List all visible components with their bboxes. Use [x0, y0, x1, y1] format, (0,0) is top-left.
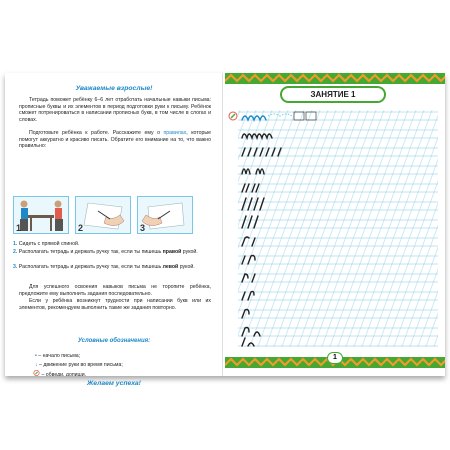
intro-paragraph: Тетрадь поможет ребёнку 6–6 лет отработать начальные навыки письма: прописные буквы и их элементов в период подготовки руки к письму. Ребёнок сможет потренироваться в написании прописных букв, в том числе в слогах и словах. — [19, 97, 211, 123]
panel-number-2: 2 — [78, 223, 84, 233]
handwriting-practice-area — [228, 110, 442, 347]
legend-title: Условные обозначения: — [77, 338, 151, 344]
repeat-paragraph: Если у ребёнка возникнут трудности при написании букв или их элементов, рекомендуем выполнить такие же задания повторно. — [19, 298, 211, 311]
posture-illustration — [13, 196, 69, 234]
legend-item-direction: ↓ – движение руки во время письма; — [35, 362, 123, 368]
page-number: 1 — [327, 352, 343, 364]
rules-paragraph: Подготовьте ребёнка к работе. Расскажите ему о правилах, которые помогут аккуратно и красиво писать. Обратите его внимание на то, что важно правильно: — [19, 130, 211, 150]
rule-1: 1. Сидеть с прямой спиной. — [13, 241, 80, 247]
dot-icon: • — [35, 353, 37, 359]
advice-paragraph: Для успешного освоения навыков письма не торопите ребёнка, предложите ему выполнить задания последовательно. — [19, 284, 211, 297]
panel-number-3: 3 — [140, 223, 146, 233]
legend-item-trace: – обведи, допиши. — [33, 370, 203, 376]
top-zigzag-border — [225, 73, 445, 84]
right-page — [225, 73, 445, 376]
legend-item-start: • – начало письма; — [35, 353, 81, 359]
panel-number-1: 1 — [16, 223, 22, 233]
rules-link: правилах — [163, 130, 187, 136]
left-page — [5, 73, 223, 376]
lesson-title: ЗАНЯТИЕ 1 — [280, 86, 386, 103]
left-hand-illustration — [137, 196, 193, 234]
pencil-icon — [229, 112, 237, 120]
workbook-spread — [5, 73, 445, 387]
rule-2: 2. Располагать тетрадь и держать ручку так, если ты пишешь правой рукой. — [13, 249, 198, 255]
closing-wish: Желаем успеха! — [87, 380, 141, 387]
down-arrow-icon: ↓ — [35, 362, 38, 368]
right-hand-illustration — [75, 196, 131, 234]
pencil-icon — [33, 370, 40, 376]
rule-3: 3. Располагать тетрадь и держать ручку так, если ты пишешь левой рукой. — [13, 264, 195, 270]
greeting-heading: Уважаемые взрослые! — [75, 85, 153, 92]
